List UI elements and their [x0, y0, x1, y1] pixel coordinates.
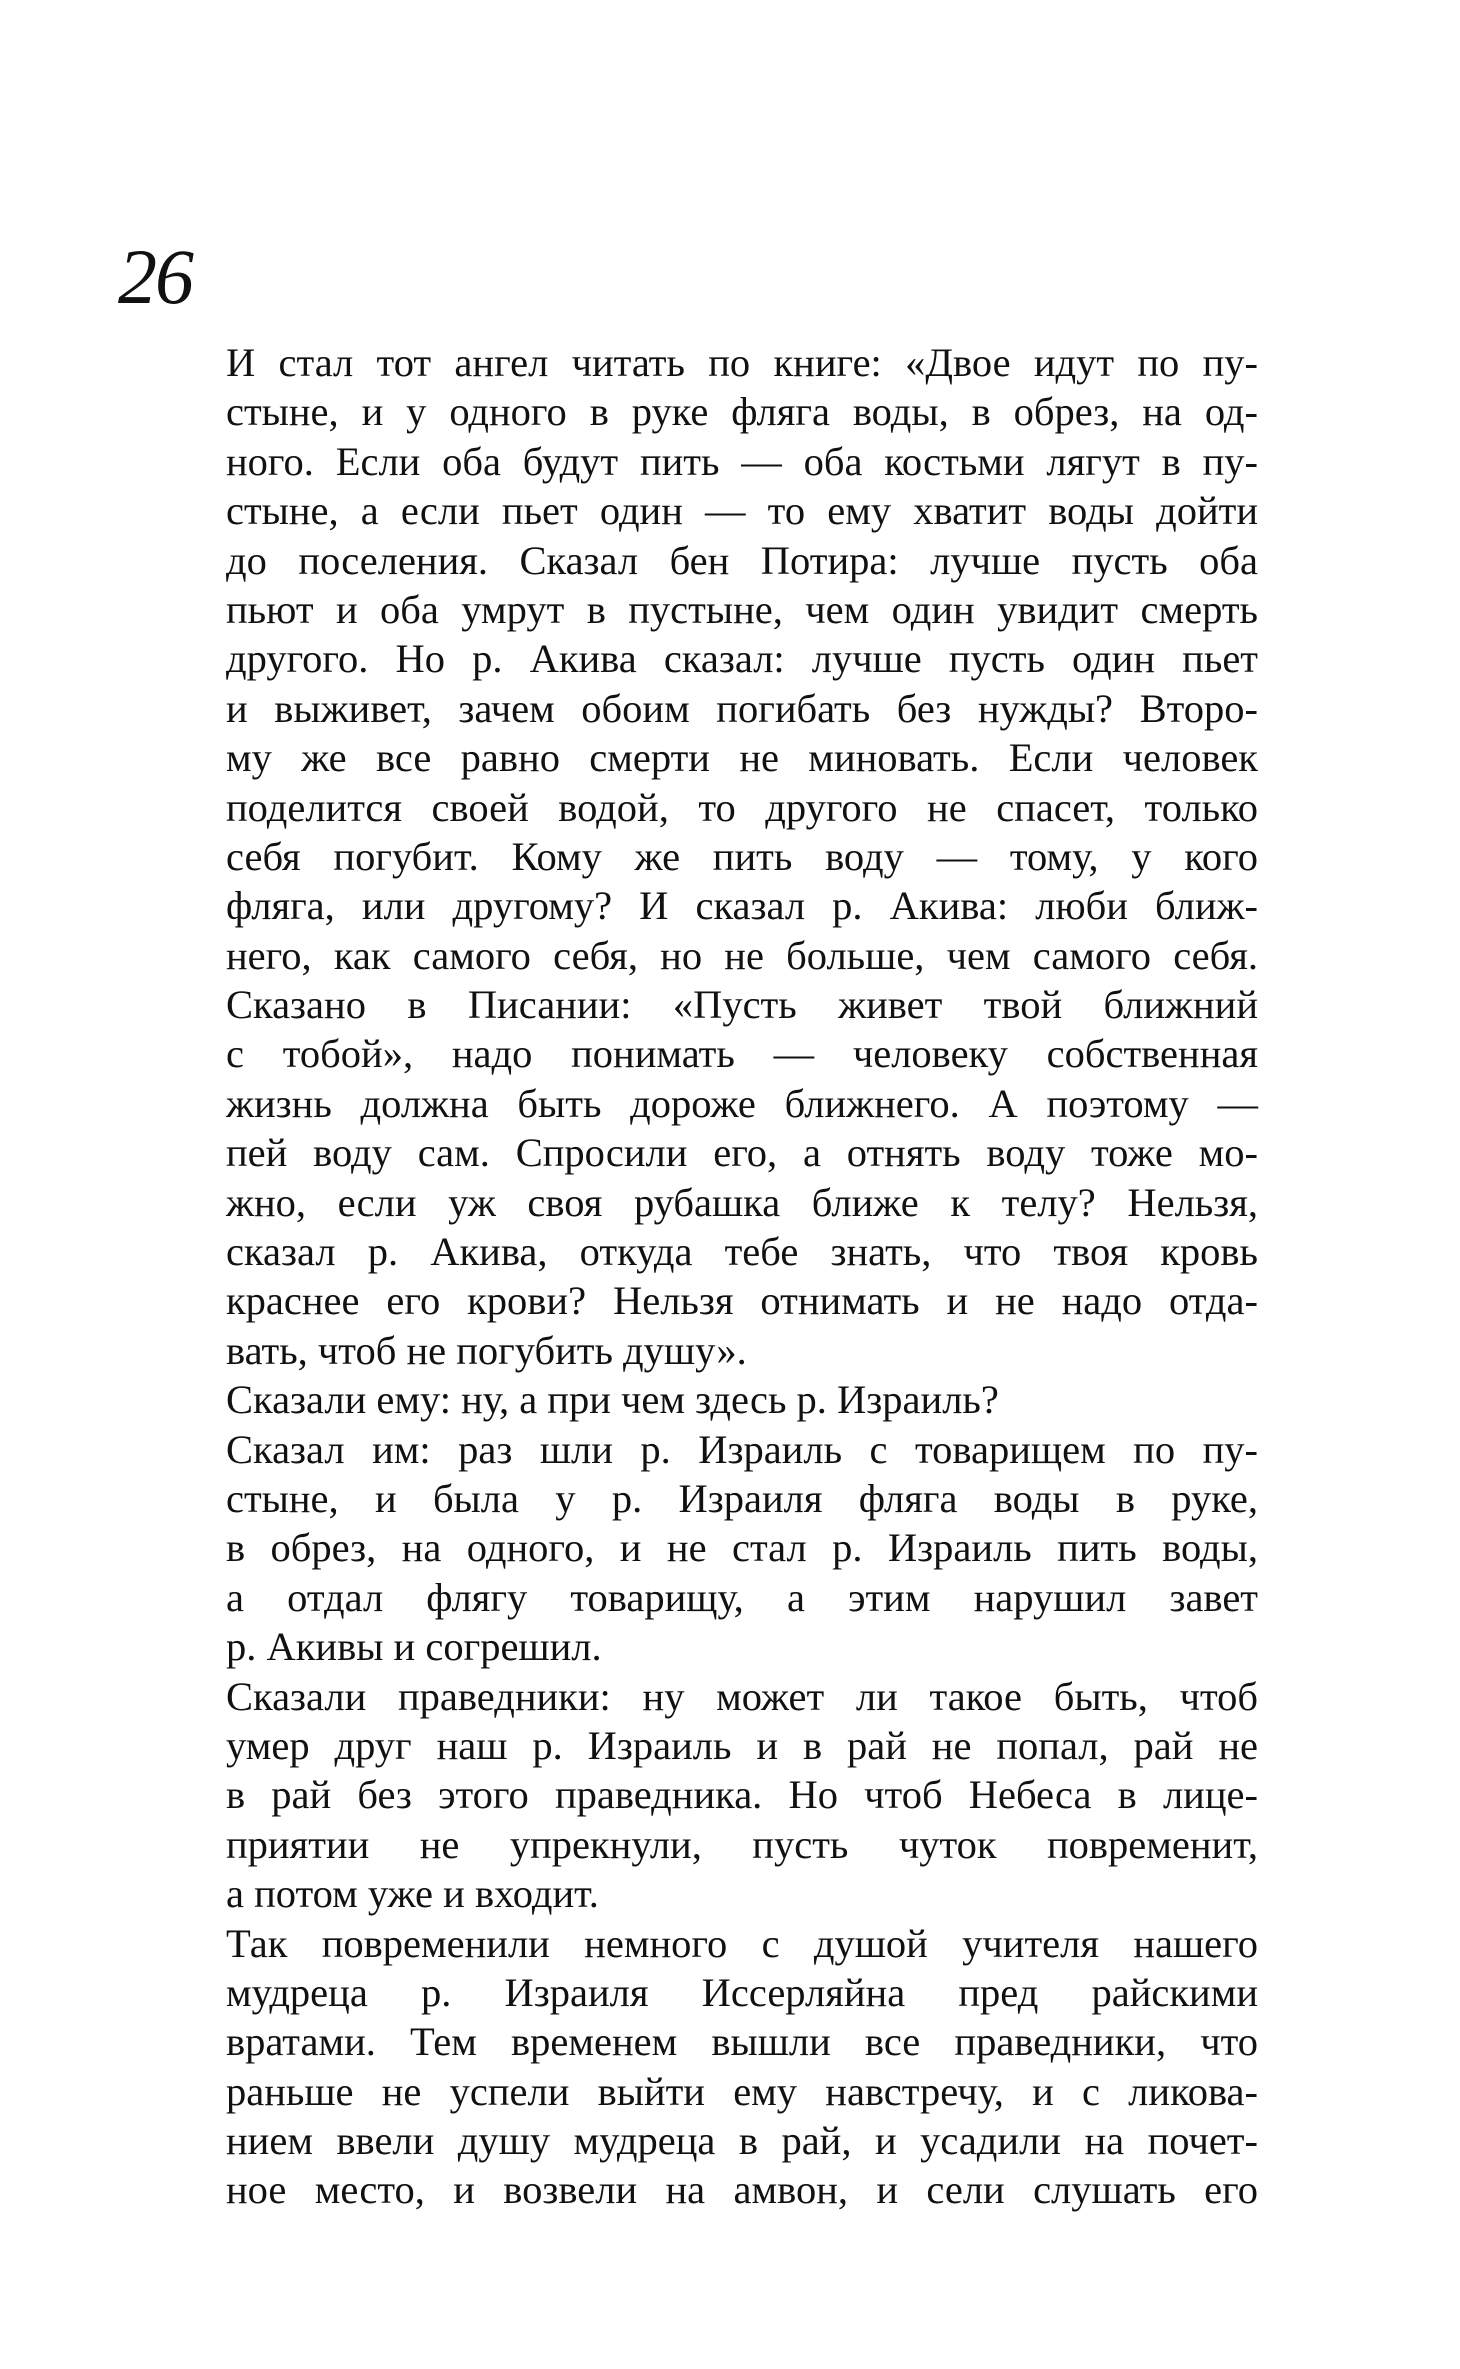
text-line: р. Акивы и согрешил.: [226, 1624, 602, 1670]
text-line: поделится своей водой, то другого не спасет, только: [226, 784, 1258, 830]
text-line: стыне, а если пьет один — то ему хватит воды дойти: [226, 488, 1258, 534]
text-line: Сказали праведники: ну может ли такое быть, чтоб: [226, 1673, 1258, 1719]
text-line: другого. Но р. Акива сказал: лучше пусть один пьет: [226, 636, 1258, 682]
text-line: а отдал флягу товарищу, а этим нарушил завет: [226, 1574, 1258, 1620]
text-line: Сказано в Писании: «Пусть живет твой ближний: [226, 982, 1258, 1028]
text-line: жно, если уж своя рубашка ближе к телу? Нельзя,: [226, 1179, 1258, 1225]
text-line: Сказал им: раз шли р. Израиль с товарищем по пу-: [226, 1426, 1258, 1472]
text-line: а потом уже и входит.: [226, 1871, 599, 1917]
text-line: раньше не успели выйти ему навстречу, и с ликова-: [226, 2068, 1258, 2114]
text-line: жизнь должна быть дороже ближнего. А поэтому —: [226, 1080, 1258, 1126]
text-line: него, как самого себя, но не больше, чем самого себя.: [226, 932, 1258, 978]
text-line: фляга, или другому? И сказал р. Акива: люби ближ-: [226, 883, 1258, 929]
text-line: умер друг наш р. Израиль и в рай не попал, рай не: [226, 1722, 1258, 1768]
text-line: ного. Если оба будут пить — оба костьми лягут в пу-: [226, 438, 1258, 484]
text-line: приятии не упрекнули, пусть чуток повременит,: [226, 1821, 1258, 1867]
text-line: до поселения. Сказал бен Потира: лучше пусть оба: [226, 537, 1258, 583]
text-line: му же все равно смерти не миновать. Если человек: [226, 735, 1258, 781]
text-line: пьют и оба умрут в пустыне, чем один увидит смерть: [226, 586, 1258, 632]
body-text: [226, 338, 1258, 2215]
text-line: вать, чтоб не погубить душу».: [226, 1327, 747, 1373]
text-line: и выживет, зачем обоим погибать без нужды? Второ-: [226, 685, 1258, 731]
text-line: с тобой», надо понимать — человеку собственная: [226, 1031, 1258, 1077]
text-line: ное место, и возвели на амвон, и сели слушать его: [226, 2167, 1258, 2213]
text-line: в рай без этого праведника. Но чтоб Небеса в лице-: [226, 1772, 1258, 1818]
page-number: 26: [118, 233, 192, 320]
text-line: нием ввели душу мудреца в рай, и усадили на почет-: [226, 2118, 1258, 2164]
text-line: мудреца р. Израиля Иссерляйна пред райскими: [226, 1969, 1258, 2015]
text-line: пей воду сам. Спросили его, а отнять воду тоже мо-: [226, 1130, 1258, 1176]
text-line: в обрез, на одного, и не стал р. Израиль пить воды,: [226, 1525, 1258, 1571]
text-line: Сказали ему: ну, а при чем здесь р. Израиль?: [226, 1377, 999, 1423]
text-line: Так повременили немного с душой учителя нашего: [226, 1920, 1258, 1966]
text-line: краснее его крови? Нельзя отнимать и не надо отда-: [226, 1278, 1258, 1324]
text-line: себя погубит. Кому же пить воду — тому, у кого: [226, 833, 1258, 879]
text-line: стыне, и была у р. Израиля фляга воды в руке,: [226, 1475, 1258, 1521]
text-line: И стал тот ангел читать по книге: «Двое идут по пу-: [226, 340, 1258, 385]
text-line: вратами. Тем временем вышли все праведники, что: [226, 2019, 1258, 2065]
text-line: сказал р. Акива, откуда тебе знать, что твоя кровь: [226, 1229, 1258, 1275]
text-line: стыне, и у одного в руке фляга воды, в обрез, на од-: [226, 389, 1258, 435]
